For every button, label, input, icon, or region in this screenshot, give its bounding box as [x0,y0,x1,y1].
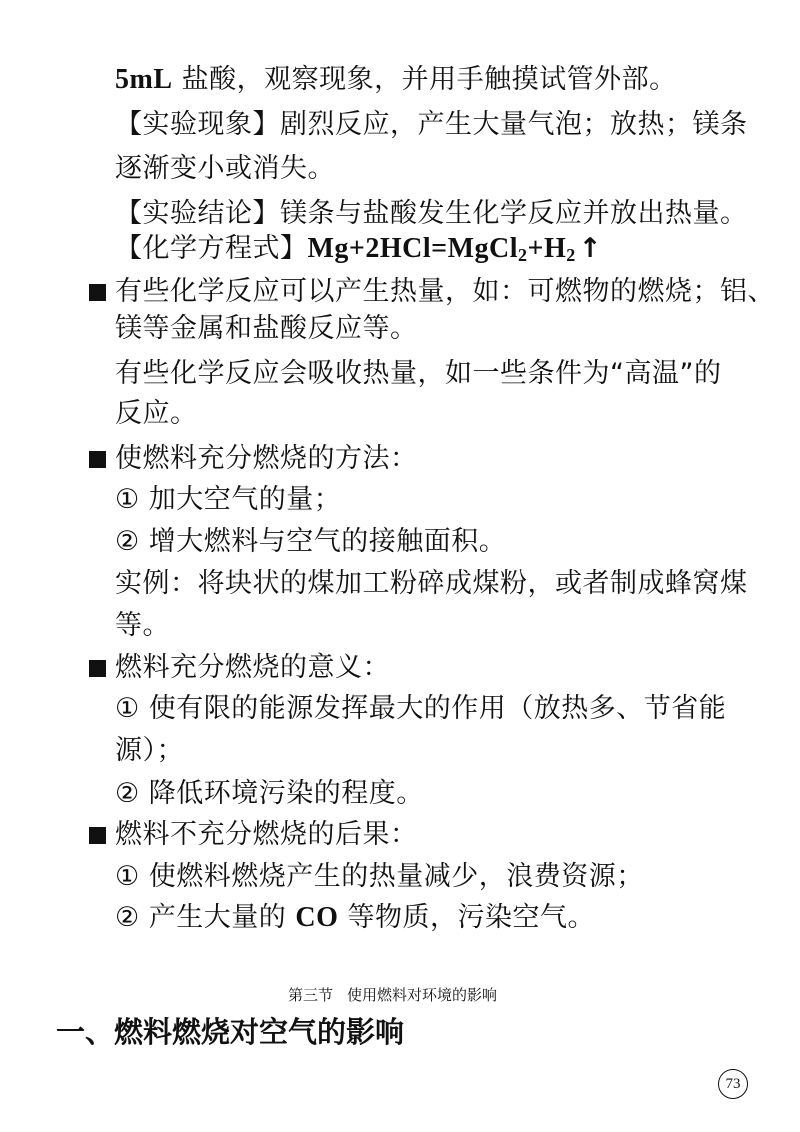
procedure-text: 盐酸，观察现象，并用手触摸试管外部。 [172,64,677,95]
experiment-conclusion: 【实验结论】镁条与盐酸发生化学反应并放出热量。 [115,198,748,229]
bullet-square-icon [89,451,106,468]
amount-text: 5mL [115,64,173,95]
experiment-procedure-line [115,62,677,98]
incomplete-item-1: ① 使燃料燃烧产生的热量减少，浪费资源； [115,861,644,892]
methods-title: 使燃料充分燃烧的方法： [115,443,418,474]
co-formula: CO [295,902,339,933]
heat-line-2: 镁等金属和盐酸反应等。 [115,313,418,344]
incomplete-title: 燃料不充分燃烧的后果： [115,819,418,850]
equation-subscript-2: 2 [566,245,576,265]
bullet-square-icon [89,827,106,844]
methods-example-line-2: 等。 [115,610,170,641]
heat-line-4: 反应。 [115,398,198,429]
methods-item-2: ② 增大燃料与空气的接触面积。 [115,526,507,557]
significance-item-1-line-2: 源）； [115,735,184,766]
significance-item-1-line-1: ① 使有限的能源发挥最大的作用（放热多、节省能 [115,693,727,724]
incomplete-item-2-text-1: ② 产生大量的 [115,902,296,933]
section-title: 使用燃料对环境的影响 [347,986,498,1004]
methods-example-line-1: 实例：将块状的煤加工粉碎成煤粉，或者制成蜂窝煤 [115,568,748,599]
heat-line-1: 有些化学反应可以产生热量，如：可燃物的燃烧；铝、 [115,276,775,307]
gas-arrow-icon: ↑ [578,233,602,264]
incomplete-item-2-text-2: 等物质，污染空气。 [338,902,595,933]
section-number: 第三节 [288,986,334,1004]
section-header [288,984,497,1006]
equation-subscript-1: 2 [518,245,528,265]
chemical-equation [115,231,602,267]
equation-label: 【化学方程式】 [115,233,308,264]
significance-title: 燃料充分燃烧的意义： [115,652,390,683]
methods-item-1: ① 加大空气的量； [115,484,342,515]
experiment-phenomenon-line-2: 逐渐变小或消失。 [115,153,335,184]
significance-item-2: ② 降低环境污染的程度。 [115,778,424,809]
incomplete-item-2 [115,900,595,936]
experiment-phenomenon-line-1: 【实验现象】剧烈反应，产生大量气泡；放热；镁条 [115,109,748,140]
page-number: 73 [718,1069,748,1099]
equation-part-1: Mg+2HCl=MgCl [307,233,519,264]
bullet-square-icon [89,284,106,301]
heat-line-3: 有些化学反应会吸收热量，如一些条件为“高温”的 [115,358,722,389]
bullet-square-icon [89,660,106,677]
chapter-heading: 一、燃料燃烧对空气的影响 [56,1015,405,1049]
equation-part-2: +H [527,233,567,264]
